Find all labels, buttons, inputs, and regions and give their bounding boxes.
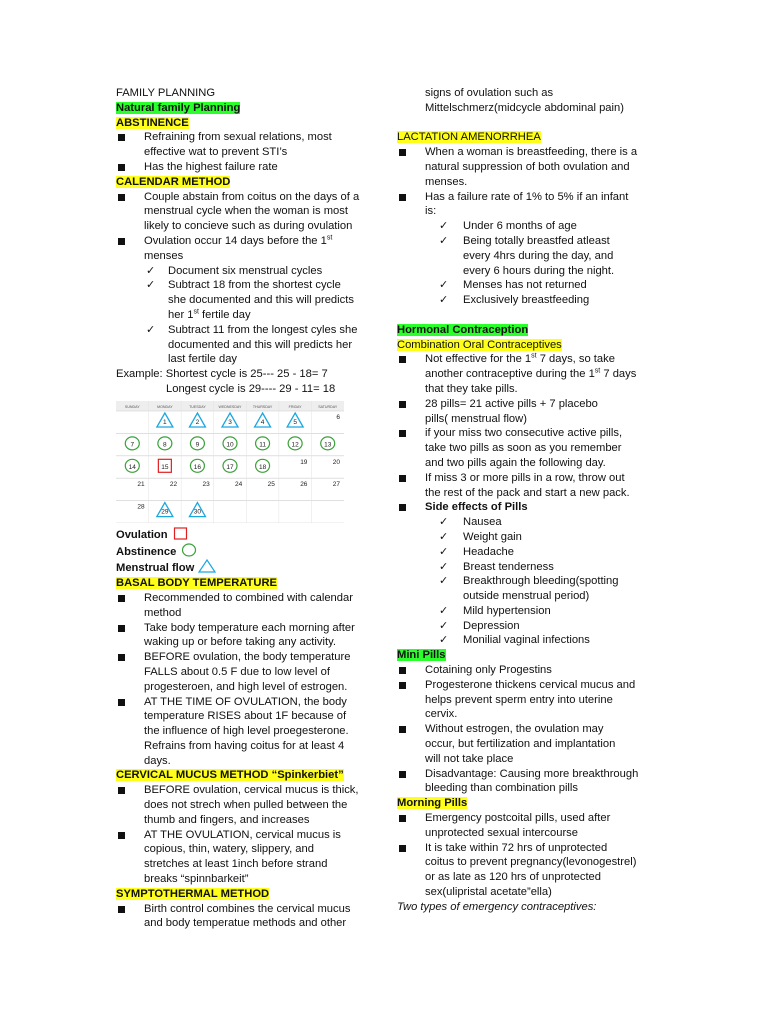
calendar-date: 13	[324, 441, 332, 449]
check-icon: ✓	[439, 633, 449, 647]
bullet-item: Without estrogen, the ovulation may occur, but fertilization and implantation will not take place	[397, 722, 657, 766]
calendar-day-label: THURSDAY	[252, 404, 273, 409]
check-icon: ✓	[439, 529, 449, 543]
calendar-day-label: SUNDAY	[124, 404, 140, 409]
calendar-date: 12	[291, 441, 299, 449]
section-hormonal-contraception: Hormonal Contraception	[397, 323, 529, 336]
example-shortest: Example: Shortest cycle is 25--- 25 - 18= 7	[116, 368, 328, 381]
calendar-date: 9	[195, 441, 200, 449]
calendar-date: 3	[228, 418, 232, 426]
check-item: ✓ Depression	[439, 618, 520, 632]
calendar-date: 15	[161, 463, 169, 471]
check-item: ✓ Nausea	[439, 515, 502, 529]
heading-cervical-mucus-method: CERVICAL MUCUS METHOD “Spinkerbiet”	[116, 769, 344, 782]
check-icon: ✓	[439, 574, 449, 588]
bullet-item: Has a failure rate of 1% to 5% if an infant is:	[397, 190, 657, 220]
check-item: ✓ Being totally breastfed atleast every 4hrs during the day, and every 6 hours during the night.	[439, 233, 615, 277]
check-item: ✓ Under 6 months of age	[439, 219, 577, 233]
bullet-item: Has the highest failure rate	[116, 160, 386, 175]
check-item: ✓ Exclusively breastfeeding	[439, 293, 590, 307]
page-title: FAMILY PLANNING	[116, 87, 216, 99]
check-item: ✓ Subtract 11 from the longest cyles she documented and this will predicts her last fertile day	[146, 322, 358, 366]
calendar-date: 21	[137, 480, 145, 488]
bullet-item: Couple abstain from coitus on the days of a menstrual cycle when the woman is most likely to concieve such as during ovulation	[116, 190, 386, 234]
calendar-date: 7	[130, 441, 135, 449]
right-column	[397, 86, 657, 915]
check-icon: ✓	[439, 618, 449, 632]
calendar-day-label: MONDAY	[157, 404, 173, 409]
heading-morning-pills: Morning Pills	[397, 797, 468, 810]
calendar-date: 19	[300, 458, 308, 466]
check-item: ✓ Weight gain	[439, 529, 522, 543]
calendar-date: 23	[202, 480, 210, 488]
bullet-item: Birth control combines the cervical mucus and body temperatue methods and other	[116, 902, 386, 932]
calendar-date: 16	[193, 463, 202, 471]
check-icon: ✓	[439, 544, 449, 558]
bullet-item: BEFORE ovulation, cervical mucus is thick, does not strech when pulled between the thumb and fingers, and increases	[116, 783, 386, 827]
triangle-icon	[197, 559, 217, 573]
calendar-date: 20	[332, 458, 340, 466]
calendar-date: 10	[226, 441, 234, 449]
bullet-item: Cotaining only Progestins	[397, 663, 657, 678]
calendar-day-label: FRIDAY	[288, 404, 302, 409]
check-item: ✓ Document six menstrual cycles	[146, 263, 323, 277]
calendar-date: 27	[332, 480, 340, 488]
check-item: ✓ Mild hypertension	[439, 603, 551, 617]
calendar-date: 25	[267, 480, 275, 488]
continued-text: signs of ovulation such as Mittelschmerz(midcycle abdominal pain)	[425, 87, 624, 114]
check-icon: ✓	[146, 278, 156, 292]
calendar-day-label: SATURDAY	[318, 404, 338, 409]
bullet-item: if your miss two consecutive active pills, take two pills as soon as you remember and two pills again the following day.	[397, 426, 657, 470]
check-item: ✓ Monilial vaginal infections	[439, 633, 590, 647]
check-icon: ✓	[439, 293, 449, 307]
check-item: ✓ Breast tenderness	[439, 559, 554, 573]
calendar-date: 22	[169, 480, 178, 488]
calendar-image	[116, 401, 344, 523]
calendar-date: 11	[259, 441, 266, 449]
calendar-date: 14	[128, 463, 136, 471]
calendar-day-label: TUESDAY	[189, 404, 206, 409]
calendar-date: 5	[293, 418, 297, 426]
example-longest: Longest cycle is 29---- 29 - 11= 18	[166, 382, 336, 395]
calendar-date: 1	[163, 418, 167, 426]
section-natural-family-planning: Natural family Planning	[116, 101, 241, 114]
check-item: ✓ Menses has not returned	[439, 278, 587, 292]
bullet-item: Recommended to combined with calendar method	[116, 591, 386, 621]
bullet-item: BEFORE ovulation, the body temperature FALLS about 0.5 F due to low level of progesteroen, and high level of estrogen.	[116, 650, 386, 694]
legend-abstinence: Abstinence	[116, 543, 386, 560]
calendar-date: 30	[193, 508, 202, 516]
heading-mini-pills: Mini Pills	[397, 649, 446, 662]
check-item: ✓ Subtract 18 from the shortest cycle she documented and this will predicts her 1st fertile day	[146, 278, 354, 321]
heading-lactation-amenorrhea: LACTATION AMENORRHEA	[397, 131, 541, 144]
check-icon: ✓	[439, 515, 449, 529]
bullet-item: Take body temperature each morning after waking up or before taking any activity.	[116, 621, 386, 651]
calendar-date: 28	[137, 503, 145, 511]
check-icon: ✓	[146, 322, 156, 336]
calendar-date: 24	[235, 480, 243, 488]
calendar-date: 17	[226, 463, 234, 471]
bullet-item: Progesterone thickens cervical mucus and helps prevent sperm entry into uterine cervix.	[397, 678, 657, 722]
emergency-types-footer: Two types of emergency contraceptives:	[397, 900, 597, 913]
check-icon: ✓	[439, 233, 449, 247]
circle-icon	[181, 543, 197, 557]
check-icon: ✓	[439, 559, 449, 573]
bullet-item: When a woman is breastfeeding, there is a natural suppression of both ovulation and menses.	[397, 145, 657, 189]
check-item: ✓ Breakthrough bleeding(spotting outside menstrual period)	[439, 574, 619, 603]
calendar-date: 2	[195, 418, 200, 426]
calendar-date: 26	[300, 480, 308, 488]
heading-combination-oral: Combination Oral Contraceptives	[397, 338, 562, 351]
calendar-date: 29	[161, 508, 169, 516]
bullet-item: If miss 3 or more pills in a row, throw out the rest of the pack and start a new pack.	[397, 471, 657, 501]
legend-ovulation: Ovulation	[116, 527, 386, 543]
calendar-date: 6	[336, 413, 340, 421]
bullet-item: Ovulation occur 14 days before the 1st menses	[116, 234, 386, 264]
bullet-item: Side effects of Pills	[397, 500, 657, 515]
check-item: ✓ Headache	[439, 544, 515, 558]
bullet-item: It is take within 72 hrs of unprotected coitus to prevent pregnancy(levonogestrel) or as late as 120 hrs of unprotected sex(ulipristal acetate”ella)	[397, 841, 657, 900]
check-icon: ✓	[439, 219, 449, 233]
bullet-item: Refraining from sexual relations, most effective wat to prevent STI’s	[116, 130, 386, 160]
check-icon: ✓	[439, 603, 449, 617]
bullet-item: Disadvantage: Causing more breakthrough bleeding than combination pills	[397, 767, 657, 797]
square-icon	[173, 527, 189, 540]
heading-basal-body-temperature: BASAL BODY TEMPERATURE	[116, 577, 277, 590]
check-icon: ✓	[146, 263, 156, 277]
calendar-date: 4	[260, 418, 265, 426]
calendar-date: 8	[163, 441, 167, 449]
bullet-item: 28 pills= 21 active pills + 7 placebo pills( menstrual flow)	[397, 397, 657, 427]
calendar-day-label: WEDNESDAY	[218, 404, 242, 409]
bullet-item: AT THE TIME OF OVULATION, the body temperature RISES about 1F because of the influence of high level proegesterone. Refrains from having coitus for at least 4 days.	[116, 695, 386, 769]
legend-menstrual-flow: Menstrual flow	[116, 559, 386, 576]
bullet-item: Emergency postcoital pills, used after unprotected sexual intercourse	[397, 811, 657, 841]
left-column	[116, 86, 386, 931]
heading-calendar-method: CALENDAR METHOD	[116, 175, 231, 188]
calendar-date: 18	[258, 463, 267, 471]
check-icon: ✓	[439, 278, 449, 292]
bullet-item: AT THE OVULATION, cervical mucus is copious, thin, watery, slippery, and stretches at least 1inch before strand breaks “spinnbarkeit”	[116, 828, 386, 887]
heading-abstinence: ABSTINENCE	[116, 116, 189, 129]
bullet-item: Not effective for the 1st 7 days, so take another contraceptive during the 1st 7 days that they take pills.	[397, 352, 657, 396]
heading-symptothermal-method: SYMPTOTHERMAL METHOD	[116, 887, 270, 900]
